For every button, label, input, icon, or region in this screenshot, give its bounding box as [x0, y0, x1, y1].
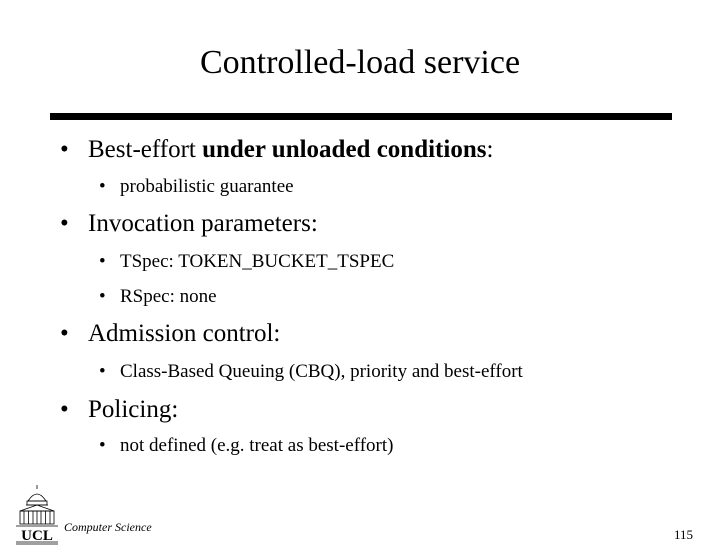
sub-bullet-4-1-text: not defined (e.g. treat as best-effort) [120, 435, 394, 456]
bullet-marker: • [60, 136, 69, 163]
sub-bullet-2-1 [99, 251, 394, 273]
bullet-1-suffix: : [486, 136, 494, 163]
bullet-1-prefix: Best-effort [88, 136, 203, 163]
bullet-4 [60, 396, 178, 424]
bullet-marker: • [60, 396, 69, 423]
bullet-1 [60, 136, 493, 164]
footer-department: Computer Science [64, 520, 152, 534]
sub-bullet-marker: • [99, 361, 106, 382]
bullet-1-emphasis: under unloaded conditions [202, 136, 487, 163]
sub-bullet-2-2-text: RSpec: none [120, 286, 217, 307]
sub-bullet-marker: • [99, 435, 106, 456]
sub-bullet-marker: • [99, 286, 106, 307]
sub-bullet-2-1-text: TSpec: TOKEN_BUCKET_TSPEC [120, 251, 395, 272]
sub-bullet-marker: • [99, 176, 106, 197]
ucl-logo-text: UCL [21, 528, 53, 544]
bullet-3 [60, 320, 280, 348]
sub-bullet-1-1 [99, 176, 294, 198]
sub-bullet-2-2 [99, 286, 217, 308]
sub-bullet-3-1 [99, 361, 523, 383]
slide-title: Controlled-load service [199, 44, 521, 81]
page-number: 115 [674, 527, 694, 542]
ucl-logo [14, 484, 60, 548]
bullet-2 [60, 210, 318, 238]
bullet-4-text: Policing: [88, 396, 179, 423]
bullet-2-text: Invocation parameters: [88, 210, 318, 237]
sub-bullet-marker: • [99, 251, 106, 272]
bullet-marker: • [60, 210, 69, 237]
bullet-marker: • [60, 320, 69, 347]
title-divider [50, 113, 672, 120]
sub-bullet-4-1 [99, 435, 393, 457]
sub-bullet-1-1-text: probabilistic guarantee [120, 176, 294, 197]
sub-bullet-3-1-text: Class-Based Queuing (CBQ), priority and best-effort [120, 361, 523, 382]
bullet-3-text: Admission control: [88, 320, 281, 347]
